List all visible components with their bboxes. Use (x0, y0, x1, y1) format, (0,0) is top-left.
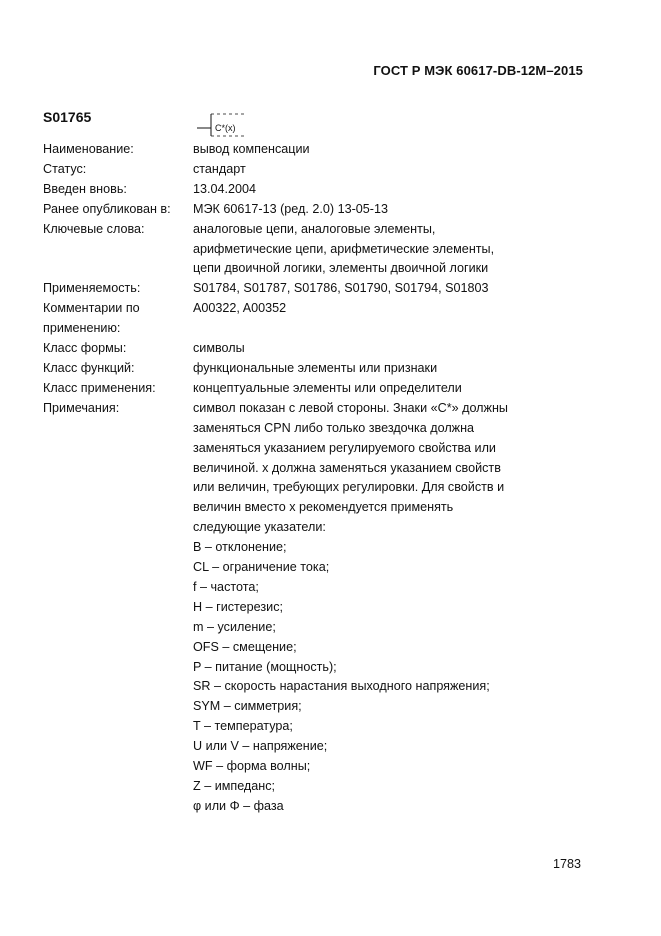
standard-header: ГОСТ Р МЭК 60617-DB-12M–2015 (373, 63, 583, 78)
field-label: Класс формы: (43, 341, 127, 356)
symbol-label: C*(x) (215, 123, 236, 133)
field-value (193, 140, 603, 160)
field-label: Примечания: (43, 400, 120, 415)
field-label-line: Комментарии по (43, 301, 140, 316)
field-value-line: φ или Φ – фаза (193, 798, 284, 813)
field-value (193, 279, 603, 299)
field-row (43, 140, 603, 160)
field-row (43, 379, 603, 399)
field-value-line: S01784, S01787, S01786, S01790, S01794, S01803 (193, 281, 489, 296)
field-value-line: B – отклонение; (193, 540, 287, 555)
field-row (43, 399, 603, 817)
field-value-line: CL – ограничение тока; (193, 560, 330, 575)
field-row (43, 180, 603, 200)
field-label: Ключевые слова: (43, 221, 145, 236)
symbol-code: S01765 (43, 109, 92, 125)
field-value-line: стандарт (193, 161, 246, 176)
field-row (43, 339, 603, 359)
field-label-line: применению: (43, 321, 121, 336)
field-value-line: МЭК 60617-13 (ред. 2.0) 13-05-13 (193, 201, 388, 216)
field-value-line: символы (193, 341, 245, 356)
field-value-line: цепи двоичной логики, элементы двоичной логики (193, 261, 489, 276)
page-number: 1783 (552, 857, 581, 871)
field-value-line: OFS – смещение; (193, 639, 297, 654)
field-value-line: заменяться CPN либо только звездочка должна (193, 420, 475, 435)
field-value-line: символ показан с левой стороны. Знаки «C*» должны (193, 400, 508, 415)
field-value-line: f – частота; (193, 579, 259, 594)
field-value-line: заменяться указанием регулируемого свойства или (193, 440, 496, 455)
field-value-line: аналоговые цепи, аналоговые элементы, (193, 221, 436, 236)
field-label: Класс применения: (43, 380, 156, 395)
field-value-line: функциональные элементы или признаки (193, 360, 438, 375)
field-value (193, 180, 603, 200)
field-value-line: Z – импеданс; (193, 779, 276, 793)
field-value (193, 160, 603, 180)
field-value (193, 339, 603, 359)
field-label: Введен вновь: (43, 181, 127, 196)
field-value-line: следующие указатели: (193, 520, 326, 535)
field-value-line: A00322, A00352 (193, 301, 287, 316)
field-list (43, 140, 603, 817)
field-row (43, 200, 603, 220)
field-value-line: величин вместо x рекомендуется применять (193, 500, 454, 515)
field-row (43, 220, 603, 280)
field-row (43, 359, 603, 379)
field-value-line: или величин, требующих регулировки. Для свойств и (193, 480, 505, 495)
field-row (43, 160, 603, 180)
field-value-line: H – гистерезис; (193, 599, 283, 614)
field-value-line: U или V – напряжение; (193, 739, 328, 754)
field-value (193, 200, 603, 220)
field-value-line: SR – скорость нарастания выходного напряжения; (193, 679, 490, 694)
field-value-line: 13.04.2004 (193, 181, 257, 196)
field-value-line: m – усиление; (193, 619, 276, 634)
field-row (43, 279, 603, 299)
field-value-line: WF – форма волны; (193, 759, 311, 774)
field-value-line: величиной. x должна заменяться указанием свойств (193, 460, 501, 475)
compensation-terminal-symbol (195, 110, 255, 140)
field-value-line: концептуальные элементы или определители (193, 380, 462, 395)
field-label: Применяемость: (43, 281, 141, 296)
field-label: Статус: (43, 161, 87, 176)
field-value (193, 220, 603, 280)
field-label: Ранее опубликован в: (43, 201, 171, 216)
field-value (193, 299, 603, 339)
field-value (193, 359, 603, 379)
field-value-line: SYM – симметрия; (193, 699, 302, 714)
field-value (193, 399, 603, 817)
field-value-line: арифметические цепи, арифметические элементы, (193, 241, 495, 256)
field-value-line: T – температура; (193, 719, 293, 734)
field-label: Класс функций: (43, 360, 135, 375)
field-label: Наименование: (43, 142, 134, 156)
field-value (193, 379, 603, 399)
field-value-line: P – питание (мощность); (193, 659, 337, 674)
field-row (43, 299, 603, 339)
field-value-line: вывод компенсации (193, 142, 310, 156)
field-label (43, 299, 193, 339)
